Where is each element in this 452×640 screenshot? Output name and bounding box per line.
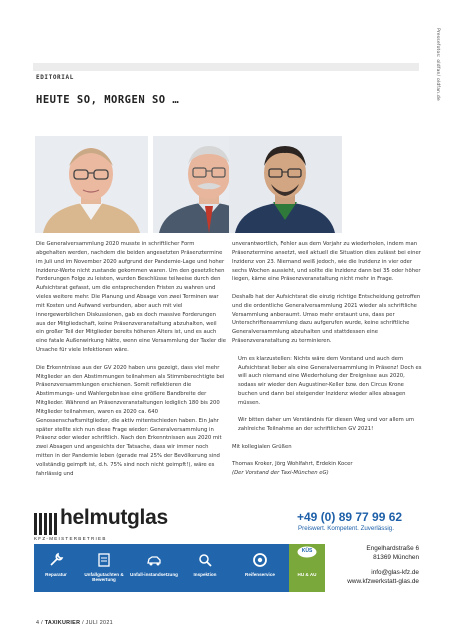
service-reparatur: Reparatur <box>34 544 78 592</box>
service-unfallgutachten: Unfallgutachten & Bewertung <box>80 544 128 592</box>
article-column-left <box>36 240 226 487</box>
ad-street: Engelhardstraße 6 <box>366 545 419 552</box>
paragraph-indented: Wir bitten daher um Verständnis für diesen Weg und vor allem um zahlreiche Teilnahme an der schriftlichen GV 2021! <box>238 417 415 433</box>
magazine-name: TAXIKURIER <box>44 620 81 626</box>
ad-phone: +49 (0) 89 77 99 62 <box>297 510 403 524</box>
signers: Thomas Kroker, Jörg Wohlfahrt, Erdekin Kocer <box>232 461 353 468</box>
ad-city: 81369 München <box>373 554 419 561</box>
wrench-icon <box>48 552 64 568</box>
greeting: Mit kollegialen Grüßen <box>232 443 292 450</box>
issue: JULI 2021 <box>85 620 113 626</box>
service-unfallinstandsetzung: Unfall-instandsetzung <box>130 544 178 592</box>
logo-text: helmutglas <box>60 506 168 529</box>
page-number: 4 <box>36 620 40 626</box>
paragraph-indented: Um es klarzustellen: Nichts wäre dem Vorstand und auch dem Aufsichtsrat lieber als eine Generalversammlung in Präsenz! Doch es will auch niemand eine Wiederholung der Ereignisse aus 2020, sodass wir wieder den Augustiner-Keller bzw. den Circus Krone buchen und dann bei steigender Inzidenz wieder alles absagen müssen. <box>238 355 422 406</box>
kus-badge: KÜS <box>301 548 313 554</box>
service-inspektion: Inspektion <box>180 544 230 592</box>
portrait-photo-3 <box>229 136 342 233</box>
portrait-photo-1 <box>35 136 148 233</box>
paragraph: unverantwortlich, Fehler aus dem Vorjahr zu wiederholen, indem man Präsenztermine ansetzt, weil aktuell die Situation dies zulässt bei einer Inzidenz von 23. Niemand weiß jedoch, wie die Inzidenz in vier oder sechs Wochen aussieht, und sollte die Inzidenz dann bei 35 oder höher liegen, käme eine Präsenzveranstaltung nicht mehr in Frage. <box>232 241 421 283</box>
ad-email[interactable]: info@glas-kfz.de <box>371 569 419 576</box>
document-icon <box>96 552 112 568</box>
ad-address <box>329 544 419 586</box>
ad-website[interactable]: www.kfzwerkstatt-glas.de <box>347 578 419 585</box>
services-bar <box>34 544 289 592</box>
car-damage-icon <box>146 552 162 568</box>
service-reifenservice: Reifenservice <box>232 544 288 592</box>
headline: HEUTE SO, MORGEN SO … <box>36 94 180 106</box>
signers-role: (Der Vorstand der Taxi-München eG) <box>232 470 329 477</box>
section-label: EDITORIAL <box>36 74 74 81</box>
header-bar <box>33 63 419 71</box>
paragraph: Die Generalversammlung 2020 musste in schriftlicher Form abgehalten werden, nachdem die beiden angesetzten Präsenztermine im Juli und im November 2020 aufgrund der Pandemie-Lage und hoher Inzidenz-Werte nicht zustande gekommen waren. Um den gesetzlichen Forderungen Folge zu leisten, wurden Beschlüsse teilweise durch den Aufsichtsrat gefasst, um die entsprechenden Fristen zu wahren und vieles weitere mehr. Die Planung und Absage von zwei Terminen war mit Kosten und Aufwand verbunden, aber auch mit viel innergewerblichen Diskussionen, gab es doch massive Forderungen aus der Mitgliedschaft, keine Präsenzveranstaltung abzuhalten, weil ein großer Teil der Mitglieder bereits höheren Alters ist, und es auch eine fatale Außenwirkung hätte, wenn eine Versammlung der Taxler die Ursache für viele Infektionen wäre. <box>36 241 226 354</box>
tire-icon <box>252 552 268 568</box>
magnifier-icon <box>197 552 213 568</box>
page-footer: 4 / TAXIKURIER / JULI 2021 <box>36 620 113 626</box>
paragraph: Die Erkenntnisse aus der GV 2020 haben uns gezeigt, dass viel mehr Mitglieder an den Abstimmungen teilnahmen als Stimmberechtigte bei Präsenzversammlungen erschienen. Somit reflektieren die Abstimmungs- und Wahlergebnisse eine größere Bandbreite der Mitglieder. Während an Präsenzveranstaltungen lediglich 180 bis 200 Mitglieder teilnahmen, waren es 2020 ca. 640 Genossenschaftsmitglieder, die aktiv mitentschieden haben. Ein Jahr später stellte sich nun diese Frage wieder: Generalversammlung in Präsenz oder wieder schriftlich. Nach den Erkenntnissen aus 2020 mit zwei Absagen und angesichts der Tatsache, dass wir immer noch mitten in der Pandemie leben (gerade mal 25% der Bevölkerung sind vollständig geimpft ist, d.h. 75% sind noch nicht geimpft!), wäre es fahrlässig und <box>36 364 225 477</box>
logo-bars-icon <box>34 513 58 535</box>
advertisement <box>34 506 419 595</box>
logo-subtitle: KFZ-MEISTERBETRIEB <box>34 536 107 541</box>
service-hu-au: KÜS HU & AU <box>289 544 325 592</box>
article-column-right <box>232 240 422 478</box>
paragraph: Deshalb hat der Aufsichtsrat die einzig richtige Entscheidung getroffen und die ordentliche Generalversammlung 2021 wieder als schriftliche Versammlung anberaumt. Umso mehr erstaunt uns, dass per Unterschriftensammlung dazu aufgerufen wurde, keine schriftliche Generalversammlung abzuhalten und stattdessen eine Präsenzveranstaltung zu terminieren. <box>232 293 421 345</box>
photo-credit: Pressefotos: oldfan/ oldfan.de <box>435 28 440 101</box>
ad-tagline: Preiswert. Kompetent. Zuverlässig. <box>298 525 394 532</box>
helmutglas-logo <box>34 506 194 541</box>
